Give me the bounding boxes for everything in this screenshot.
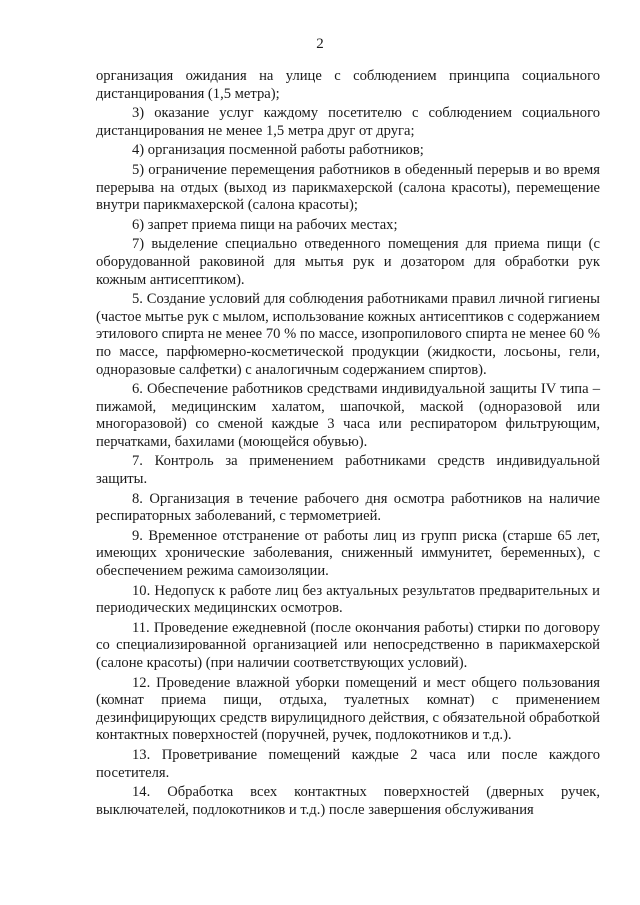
list-item-7: 7) выделение специально отведенного помещения для приема пищи (с оборудованной раковиной для мытья рук и дозатором для обработки рук кожным антисептиком). bbox=[96, 236, 600, 288]
section-9: 9. Временное отстранение от работы лиц из групп риска (старше 65 лет, имеющих хронические заболевания, сниженный иммунитет, беременных), с обеспечением режима самоизоляции. bbox=[96, 527, 600, 580]
document-body bbox=[96, 68, 600, 821]
list-item-6: 6) запрет приема пищи на рабочих местах; bbox=[132, 216, 398, 233]
section-6: 6. Обеспечение работников средствами индивидуальной защиты IV типа – пижамой, медицинским халатом, шапочкой, маской (одноразовой или многоразовой) со сменой каждые 3 часа или респиратором фильтрующим, перчатками, бахилами (моющейся обувью). bbox=[96, 381, 600, 450]
section-12: 12. Проведение влажной уборки помещений и мест общего пользования (комнат приема пищи, отдыха, туалетных комнат) с применением дезинфицирующих средств вирулицидного действия, с обязательной обработкой контактных поверхностей (поручней, ручек, подлокотников и т.д.). bbox=[96, 674, 600, 744]
section-14: 14. Обработка всех контактных поверхностей (дверных ручек, выключателей, подлокотников и т.д.) после завершения обслуживания bbox=[96, 784, 600, 818]
list-item-5: 5) ограничение перемещения работников в обеденный перерыв и во время перерыва на отдых (выход из парикмахерской (салона красоты), перемещение внутри парикмахерской (салона красоты); bbox=[96, 161, 600, 214]
section-5: 5. Создание условий для соблюдения работниками правил личной гигиены (частое мытье рук с мылом, использование кожных антисептиков с содержанием этилового спирта не менее 70 % по массе, изопропилового спирта не менее 60 % по массе, парфюмерно-косметической продукции (жидкости, лосьоны, гели, одноразовые салфетки) с аналогичным содержанием спиртов). bbox=[96, 291, 600, 378]
list-item-3: 3) оказание услуг каждому посетителю с соблюдением социального дистанцирования не менее 1,5 метра друг от друга; bbox=[96, 105, 600, 139]
section-13: 13. Проветривание помещений каждые 2 часа или после каждого посетителя. bbox=[96, 746, 600, 781]
section-7: 7. Контроль за применением работниками средств индивидуальной защиты. bbox=[96, 453, 600, 488]
list-item-4: 4) организация посменной работы работников; bbox=[132, 142, 424, 159]
page-number: 2 bbox=[316, 36, 324, 52]
section-8: 8. Организация в течение рабочего дня осмотра работников на наличие респираторных заболеваний, с термометрией. bbox=[96, 490, 600, 525]
section-11: 11. Проведение ежедневной (после окончания работы) стирки по договору со специализированной организацией или непосредственно в парикмахерской (салоне красоты) (при наличии соответствующих условий). bbox=[96, 619, 600, 671]
paragraph-continuation: организация ожидания на улице с соблюдением принципа социального дистанцирования (1,5 метра); bbox=[96, 68, 600, 102]
section-10: 10. Недопуск к работе лиц без актуальных результатов предварительных и периодических медицинских осмотров. bbox=[96, 582, 600, 617]
